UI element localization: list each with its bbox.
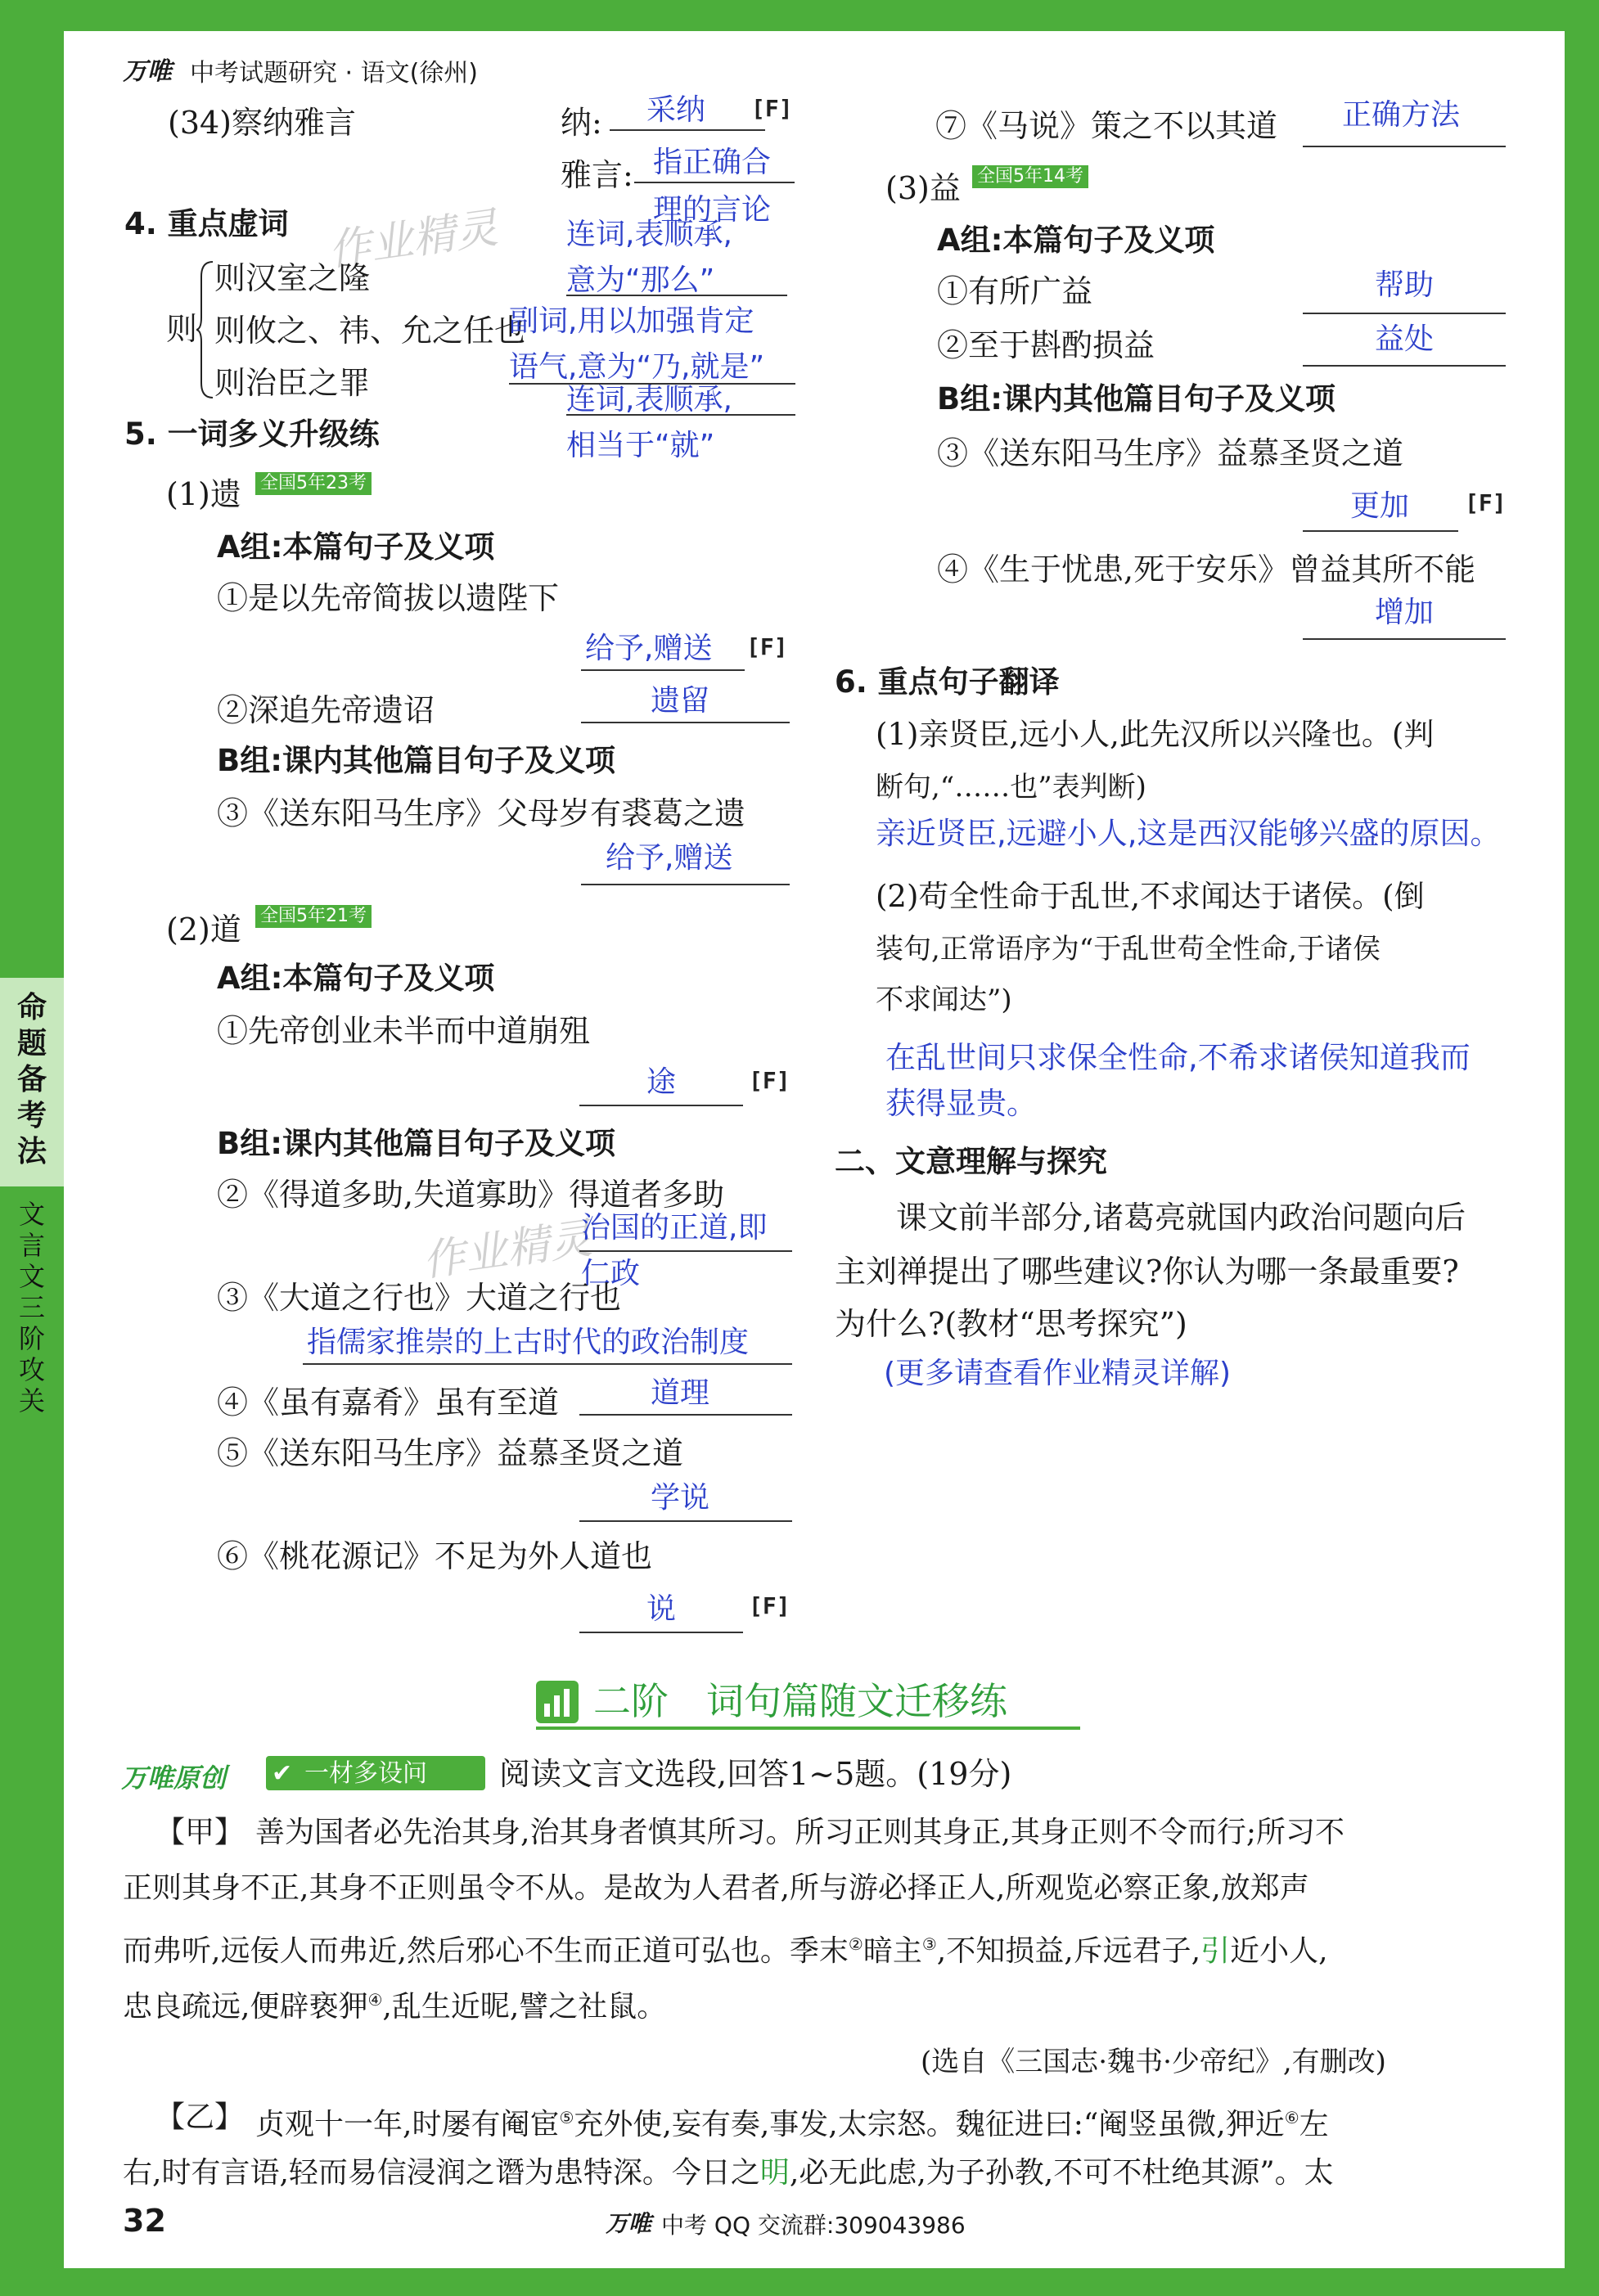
item34-ans2-l1: 指正确合 — [653, 146, 772, 179]
passage-yi-l1: 贞观十一年,时屡有阉宦⑤充外使,妄有奏,事发,太宗怒。魏征进曰:“阉竖虽微,狎近⑥左 — [255, 2108, 1329, 2141]
dao3-ans: 指儒家推崇的上古时代的政治制度 — [307, 1326, 750, 1359]
yi-sentence-2: ②至于斟酌损益 — [937, 327, 1155, 363]
item34-text: (34)察纳雅言 — [168, 105, 357, 141]
dao3-sentence: ③《大道之行也》大道之行也 — [217, 1280, 622, 1316]
stage2-banner — [536, 1677, 1080, 1728]
sec4-ans1-l2: 意为“那么” — [566, 263, 715, 297]
passage-jia-l1: 善为国者必先治其身,治其身者慎其所习。所习正则其身正,其身正则不令而行;所习不 — [255, 1816, 1345, 1849]
yi-sentence-3: ③《送东阳马生序》益慕圣贤之道 — [937, 435, 1404, 471]
q2-groupA: A组:本篇句子及义项 — [217, 961, 495, 996]
part2-q-l2: 主刘禅提出了哪些建议?你认为哪一条最重要? — [835, 1254, 1459, 1290]
dao2-ans-l2: 仁政 — [581, 1257, 641, 1290]
passage-jia-l3-a: 而弗听,远佞人而弗近,然后邪心不生而正道可弘也。季末 — [123, 1934, 849, 1968]
sec6-heading: 6. 重点句子翻译 — [835, 664, 1060, 700]
passage-yi-l2-a: 右,时有言语,轻而易信浸润之谮为患特深。今日之 — [123, 2156, 760, 2190]
sec5-heading: 5. 一词多义升级练 — [124, 416, 380, 452]
passage-jia-l3: 而弗听,远佞人而弗近,然后邪心不生而正道可弘也。季末②暗主③,不知损益,斥远君子,引近小人, — [123, 1934, 1328, 1968]
sec4-line3: 则治臣之罪 — [214, 365, 371, 401]
part2-ref[interactable]: (更多请查看作业精灵详解) — [884, 1357, 1232, 1390]
page-frame-bottom — [0, 2268, 1599, 2296]
page-number: 32 — [123, 2203, 166, 2239]
part2-q-l1: 课文前半部分,诸葛亮就国内政治问题向后 — [896, 1200, 1466, 1236]
q2-word: (2)道 — [166, 912, 241, 948]
passage-jia-l3-c: ,不知损益,斥远君子, — [936, 1934, 1201, 1968]
passage-jia-label: 【甲】 — [155, 1816, 245, 1849]
passage-yi-l1-b: 充外使,妄有奏,事发,太宗怒。魏征进曰:“阉竖虽微,狎近 — [574, 2108, 1285, 2141]
part2-q-l3: 为什么?(教材“思考探究”) — [835, 1306, 1187, 1342]
sec6-s2-ans-l1: 在乱世间只求保全性命,不希求诸侯知道我而 — [885, 1040, 1471, 1075]
dao7-sentence: ⑦《马说》策之不以其道 — [935, 108, 1278, 144]
footer-brand: 万唯 — [606, 2210, 652, 2237]
q3-groupB: B组:课内其他篇目句子及义项 — [937, 381, 1336, 416]
footer-qq: 中考 QQ 交流群:309043986 — [661, 2212, 966, 2239]
q3-groupA: A组:本篇句子及义项 — [937, 223, 1215, 258]
sec6-s1-l2: 断句,“……也”表判断) — [876, 771, 1146, 804]
stage2-title: 二阶 词句篇随文迁移练 — [593, 1679, 1007, 1723]
answer-line — [581, 722, 790, 723]
sec4-ans1-l1: 连词,表顺承, — [566, 218, 732, 251]
f-tag: [F] — [749, 1067, 790, 1094]
yi-ans-3: 更加 — [1350, 489, 1410, 523]
q3-word: (3)益 — [885, 170, 961, 206]
dao6-sentence: ⑥《桃花源记》不足为外人道也 — [217, 1538, 653, 1574]
stage2-brand-tag: 万唯原创 — [121, 1763, 227, 1794]
answer-line — [566, 414, 795, 416]
bar-chart-icon — [536, 1681, 579, 1723]
watermark: 作业精灵 — [325, 203, 501, 277]
answer-line — [1303, 365, 1506, 367]
passage-yi-l2-c: ,必无此虑,为子孙教,不可不杜绝其源”。太 — [789, 2156, 1334, 2190]
answer-line — [1303, 530, 1458, 532]
sec6-s2-l3: 不求闻达”) — [876, 984, 1012, 1016]
passage-yi-l2 — [123, 2154, 1334, 2193]
q1-badge: 全国5年23考 — [255, 472, 372, 495]
f-tag: [F] — [749, 1592, 790, 1619]
dao2-sentence: ②《得道多助,失道寡助》得道者多助 — [217, 1177, 725, 1213]
item34-key2: 雅言: — [561, 157, 633, 193]
yi-ans-1: 帮助 — [1375, 268, 1435, 302]
answer-line — [634, 182, 795, 183]
item34-key1: 纳: — [561, 105, 602, 141]
answer-line — [579, 1414, 792, 1416]
answer-line — [1303, 638, 1506, 640]
yi2-ans: 遗留 — [651, 684, 710, 718]
passage-jia-l3-b: 暗主 — [863, 1934, 922, 1968]
passage-jia-source: (选自《三国志·魏书·少帝纪》,有删改) — [921, 2046, 1386, 2078]
dao7-ans: 正确方法 — [1342, 98, 1461, 132]
passage-jia-l3-e: 近小人, — [1230, 1934, 1328, 1968]
yi-ans-4: 增加 — [1375, 596, 1435, 629]
answer-line — [579, 1632, 743, 1633]
yi1-sentence: ①是以先帝简拔以遗陛下 — [217, 580, 560, 616]
yi-sentence-4: ④《生于忧患,死于安乐》曾益其所不能 — [937, 551, 1476, 588]
dao5-ans: 学说 — [651, 1481, 710, 1515]
sec4-ans3-l2: 相当于“就” — [566, 429, 715, 462]
part2-heading: 二、文意理解与探究 — [835, 1144, 1107, 1179]
yi-sentence-1: ①有所广益 — [937, 273, 1093, 309]
answer-line — [1303, 313, 1506, 314]
dao1-sentence: ①先帝创业未半而中道崩殂 — [217, 1013, 591, 1049]
sec4-char: 则 — [166, 311, 198, 347]
item34-ans1: 采纳 — [646, 93, 706, 127]
watermark: 作业精灵 — [419, 1213, 595, 1287]
answer-line — [610, 129, 765, 131]
side-tab-label: 命题备考法 — [16, 991, 47, 1168]
q1-groupA: A组:本篇句子及义项 — [217, 529, 495, 565]
answer-line — [1303, 146, 1506, 147]
answer-line — [566, 295, 787, 296]
sec6-s2-ans-l2: 获得显贵。 — [885, 1086, 1037, 1121]
passage-jia-l4: 忠良疏远,便辟亵狎④,乱生近昵,譬之社鼠。 — [123, 1990, 667, 2024]
dao1-ans: 途 — [646, 1065, 677, 1099]
passage-yi-l2-b: 明 — [759, 2156, 790, 2190]
answer-line — [581, 669, 745, 671]
f-tag: [F] — [1465, 489, 1507, 516]
header-brand: 万唯 — [123, 57, 172, 86]
passage-yi-label: 【乙】 — [155, 2100, 245, 2134]
brace — [196, 260, 214, 399]
passage-jia-l3-d: 引 — [1200, 1934, 1231, 1968]
passage-jia-l4-a: 忠良疏远,便辟亵狎 — [123, 1990, 368, 2024]
page-frame-right — [1565, 0, 1599, 2296]
q2-badge: 全国5年21考 — [255, 905, 372, 928]
answer-line — [579, 1250, 792, 1252]
yi3-sentence: ③《送东阳马生序》父母岁有裘葛之遗 — [217, 795, 746, 831]
check-icon: ✔ — [272, 1759, 293, 1788]
sec4-ans3-l1: 连词,表顺承, — [566, 383, 732, 416]
passage-yi-l1-a: 贞观十一年,时屡有阉宦 — [255, 2108, 560, 2141]
answer-line — [579, 1520, 792, 1522]
side-sub-label: 文言文三阶攻关 — [18, 1199, 45, 1416]
sec4-line2: 则攸之、祎、允之任也 — [214, 313, 526, 349]
q1-groupB: B组:课内其他篇目句子及义项 — [217, 743, 615, 778]
passage-yi-l1-c: 左 — [1299, 2108, 1329, 2141]
q3-badge: 全国5年14考 — [972, 165, 1088, 188]
yi3-ans: 给予,赠送 — [606, 841, 733, 875]
f-tag: [F] — [751, 95, 793, 122]
stage2-instruction: 阅读文言文选段,回答1~5题。(19分) — [499, 1756, 1012, 1792]
passage-jia-l2: 正则其身不正,其身不正则虽令不从。是故为人君者,所与游必择正人,所观览必察正象,放郑声 — [123, 1871, 1309, 1905]
yi-ans-2: 益处 — [1375, 322, 1435, 356]
sec6-s2-l2: 装句,正常语序为“于乱世苟全性命,于诸侯 — [876, 933, 1381, 966]
f-tag: [F] — [746, 633, 788, 660]
stage2-tag: 一材多设问 — [304, 1759, 427, 1788]
yi2-sentence: ②深追先帝遗诏 — [217, 692, 435, 728]
sec4-heading: 4. 重点虚词 — [124, 206, 289, 241]
sec6-s1-ans: 亲近贤臣,远避小人,这是西汉能够兴盛的原因。 — [876, 816, 1501, 851]
answer-line — [579, 1105, 743, 1106]
sec4-line1: 则汉室之隆 — [214, 260, 371, 296]
dao5-sentence: ⑤《送东阳马生序》益慕圣贤之道 — [217, 1435, 684, 1471]
sec6-s2-l1: (2)苟全性命于乱世,不求闻达于诸侯。(倒 — [876, 879, 1425, 914]
page-frame-top — [0, 0, 1599, 31]
banner-underline — [536, 1727, 1080, 1730]
sec4-ans2-l1: 副词,用以加强肯定 — [509, 304, 754, 338]
q1-word: (1)遗 — [166, 476, 241, 512]
item34-ans2-l2: 理的言论 — [653, 193, 772, 227]
sec6-s1-l1: (1)亲贤臣,远小人,此先汉所以兴隆也。(判 — [876, 717, 1435, 752]
dao4-ans: 道理 — [651, 1376, 710, 1410]
answer-line — [509, 383, 795, 385]
sec4-ans2-l2: 语气,意为“乃,就是” — [509, 350, 765, 384]
answer-line — [303, 1363, 792, 1365]
answer-line — [581, 884, 790, 885]
passage-jia-l4-b: ,乱生近昵,譬之社鼠。 — [382, 1990, 667, 2024]
header-title: 中考试题研究 · 语文(徐州) — [190, 59, 479, 88]
q2-groupB: B组:课内其他篇目句子及义项 — [217, 1126, 615, 1161]
dao6-ans: 说 — [646, 1592, 677, 1626]
yi1-ans: 给予,赠送 — [585, 632, 713, 665]
dao2-ans-l1: 治国的正道,即 — [581, 1211, 768, 1245]
dao4-sentence: ④《虽有嘉肴》虽有至道 — [217, 1384, 560, 1420]
